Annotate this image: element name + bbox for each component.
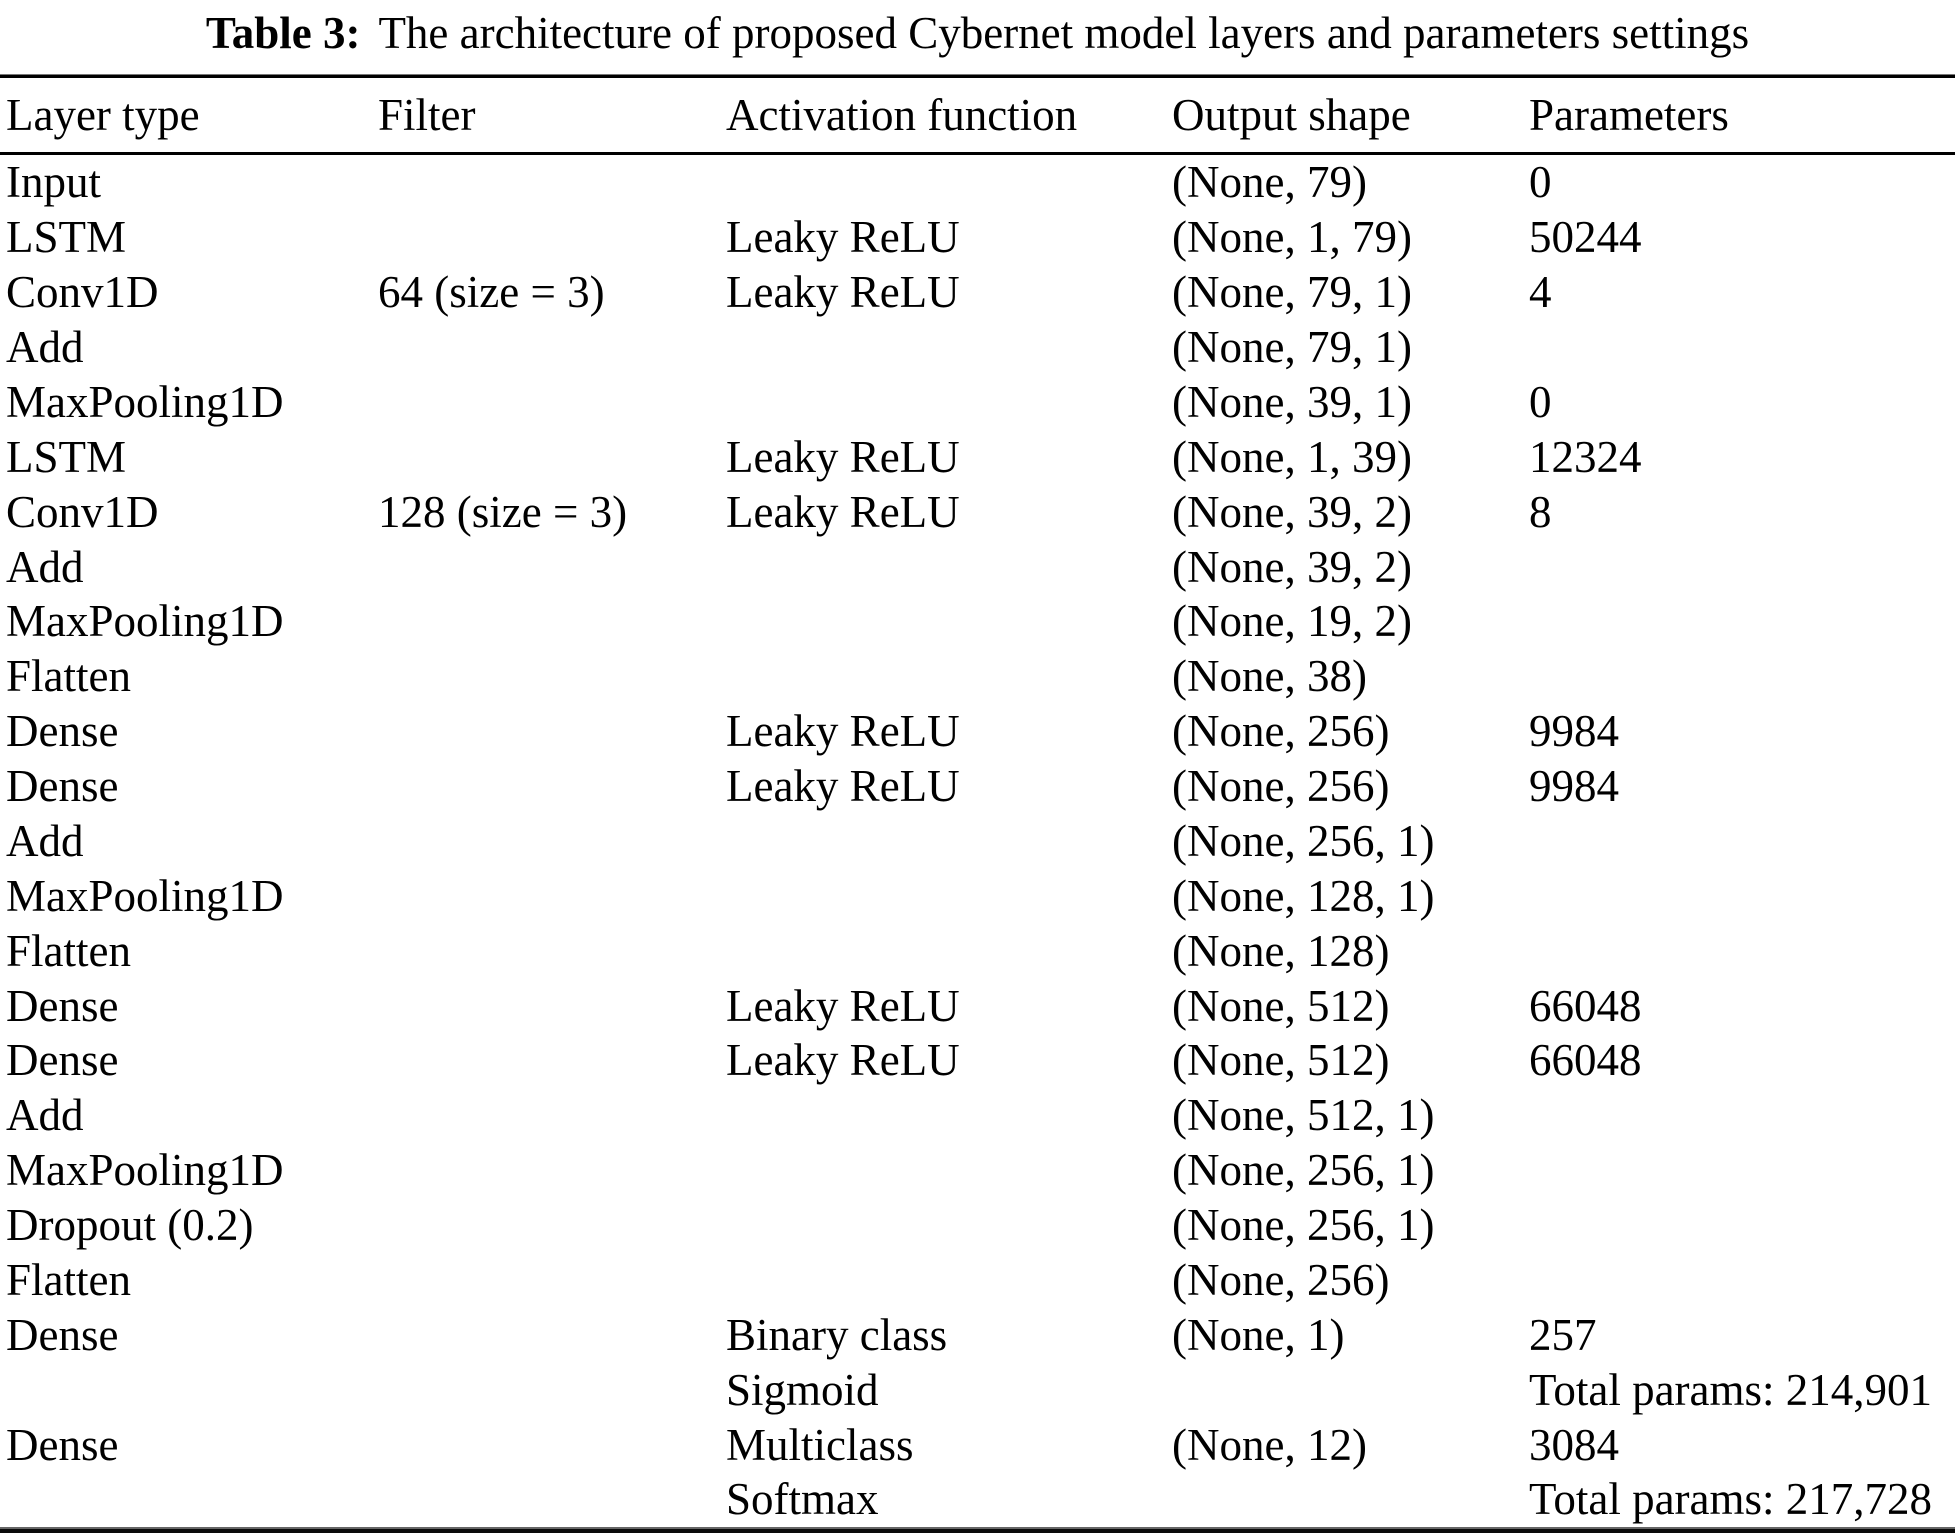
table-cell: 0	[1529, 157, 1552, 208]
table-cell: (None, 12)	[1172, 1419, 1367, 1470]
table-cell: (None, 128)	[1172, 925, 1390, 976]
table-cell: Total params: 217,728	[1529, 1474, 1933, 1525]
table-row	[0, 923, 1955, 978]
table-cell: (None, 79, 1)	[1172, 322, 1412, 373]
table-cell: Sigmoid	[726, 1364, 879, 1415]
table-cell: 66048	[1529, 1035, 1642, 1086]
column-header-layer-type: Layer type	[6, 90, 200, 140]
table-cell: (None, 19, 2)	[1172, 596, 1412, 647]
table-cell: (None, 256)	[1172, 1254, 1390, 1305]
table-cell: (None, 256, 1)	[1172, 815, 1435, 866]
table-cell: Leaky ReLU	[726, 761, 960, 812]
table-cell: MaxPooling1D	[6, 596, 284, 647]
table-row	[0, 1088, 1955, 1143]
table-caption	[0, 0, 1955, 60]
table-row	[0, 265, 1955, 320]
table-cell: (None, 1, 79)	[1172, 212, 1412, 263]
table-row	[0, 759, 1955, 814]
table-body	[0, 155, 1955, 1527]
table-cell: Conv1D	[6, 267, 159, 318]
table-cell: Binary class	[726, 1309, 948, 1360]
table-cell: Leaky ReLU	[726, 486, 960, 537]
table-row	[0, 1362, 1955, 1417]
table-cell: Total params: 214,901	[1529, 1364, 1933, 1415]
table-row	[0, 814, 1955, 869]
table-cell: (None, 39, 2)	[1172, 486, 1412, 537]
table-row	[0, 704, 1955, 759]
table-cell: (None, 79, 1)	[1172, 267, 1412, 318]
table-cell: Add	[6, 815, 84, 866]
table-row	[0, 429, 1955, 484]
table-row	[0, 1033, 1955, 1088]
table-row	[0, 649, 1955, 704]
column-header-parameters: Parameters	[1529, 90, 1729, 140]
table-cell: Add	[6, 541, 84, 592]
table-cell: (None, 512)	[1172, 980, 1390, 1031]
table-cell: (None, 256, 1)	[1172, 1145, 1435, 1196]
table-cell: 128 (size = 3)	[378, 486, 628, 537]
table-row	[0, 1198, 1955, 1253]
table-row	[0, 210, 1955, 265]
table-row	[0, 375, 1955, 430]
table-row	[0, 1307, 1955, 1362]
table-row	[0, 978, 1955, 1033]
table-cell: (None, 39, 1)	[1172, 376, 1412, 427]
table-cell: Softmax	[726, 1474, 879, 1525]
table-row	[0, 1253, 1955, 1308]
column-header-filter: Filter	[378, 90, 476, 140]
table-cell: 12324	[1529, 431, 1642, 482]
table-cell: Dense	[6, 1309, 119, 1360]
table-cell: 3084	[1529, 1419, 1619, 1470]
table-cell: 50244	[1529, 212, 1642, 263]
column-header-activation-function: Activation function	[726, 90, 1078, 140]
table-cell: MaxPooling1D	[6, 1145, 284, 1196]
table-cell: (None, 512)	[1172, 1035, 1390, 1086]
table-cell: (None, 256, 1)	[1172, 1200, 1435, 1251]
table-cell: (None, 512, 1)	[1172, 1090, 1435, 1141]
table-caption-label: Table 3:	[205, 8, 361, 58]
table-cell: (None, 79)	[1172, 157, 1367, 208]
table-row	[0, 1143, 1955, 1198]
table-cell: Dense	[6, 706, 119, 757]
table-row	[0, 1472, 1955, 1527]
table-cell: (None, 38)	[1172, 651, 1367, 702]
column-header-output-shape: Output shape	[1172, 90, 1411, 140]
table-cell: Dense	[6, 1419, 119, 1470]
table-cell: Flatten	[6, 651, 131, 702]
table-cell: 0	[1529, 376, 1552, 427]
table-cell: 257	[1529, 1309, 1597, 1360]
table-cell: MaxPooling1D	[6, 376, 284, 427]
table-row	[0, 1417, 1955, 1472]
table-cell: Leaky ReLU	[726, 431, 960, 482]
table-header-row	[0, 78, 1955, 152]
table-cell: (None, 1)	[1172, 1309, 1345, 1360]
table-row	[0, 539, 1955, 594]
table-cell: Leaky ReLU	[726, 1035, 960, 1086]
table-cell: (None, 1, 39)	[1172, 431, 1412, 482]
table-cell: 66048	[1529, 980, 1642, 1031]
table-cell: MaxPooling1D	[6, 870, 284, 921]
table-caption-text: The architecture of proposed Cybernet model layers and parameters settings	[378, 8, 1750, 58]
table-cell: Input	[6, 157, 101, 208]
table-cell: 4	[1529, 267, 1552, 318]
table-cell: 9984	[1529, 706, 1619, 757]
table-cell: Dense	[6, 980, 119, 1031]
table-cell: LSTM	[6, 431, 127, 482]
table-cell: Leaky ReLU	[726, 980, 960, 1031]
table-bottom-rule	[0, 1527, 1955, 1533]
table-cell: 64 (size = 3)	[378, 267, 605, 318]
table-cell: Leaky ReLU	[726, 267, 960, 318]
table-cell: (None, 39, 2)	[1172, 541, 1412, 592]
table-cell: (None, 256)	[1172, 761, 1390, 812]
table-cell: Flatten	[6, 1254, 131, 1305]
table-cell: (None, 256)	[1172, 706, 1390, 757]
table-row	[0, 155, 1955, 210]
table-cell: Add	[6, 1090, 84, 1141]
table-cell: Add	[6, 322, 84, 373]
table-cell: 8	[1529, 486, 1552, 537]
table-cell: Dense	[6, 761, 119, 812]
table-cell: Leaky ReLU	[726, 706, 960, 757]
table-row	[0, 868, 1955, 923]
table-cell: Multiclass	[726, 1419, 914, 1470]
table-cell: (None, 128, 1)	[1172, 870, 1435, 921]
table-row	[0, 484, 1955, 539]
table-cell: Dropout (0.2)	[6, 1200, 254, 1251]
table-cell: Flatten	[6, 925, 131, 976]
table-cell: 9984	[1529, 761, 1619, 812]
table-cell: Dense	[6, 1035, 119, 1086]
table-cell: Conv1D	[6, 486, 159, 537]
table-cell: LSTM	[6, 212, 127, 263]
table-row	[0, 594, 1955, 649]
table-cell: Leaky ReLU	[726, 212, 960, 263]
table-row	[0, 320, 1955, 375]
